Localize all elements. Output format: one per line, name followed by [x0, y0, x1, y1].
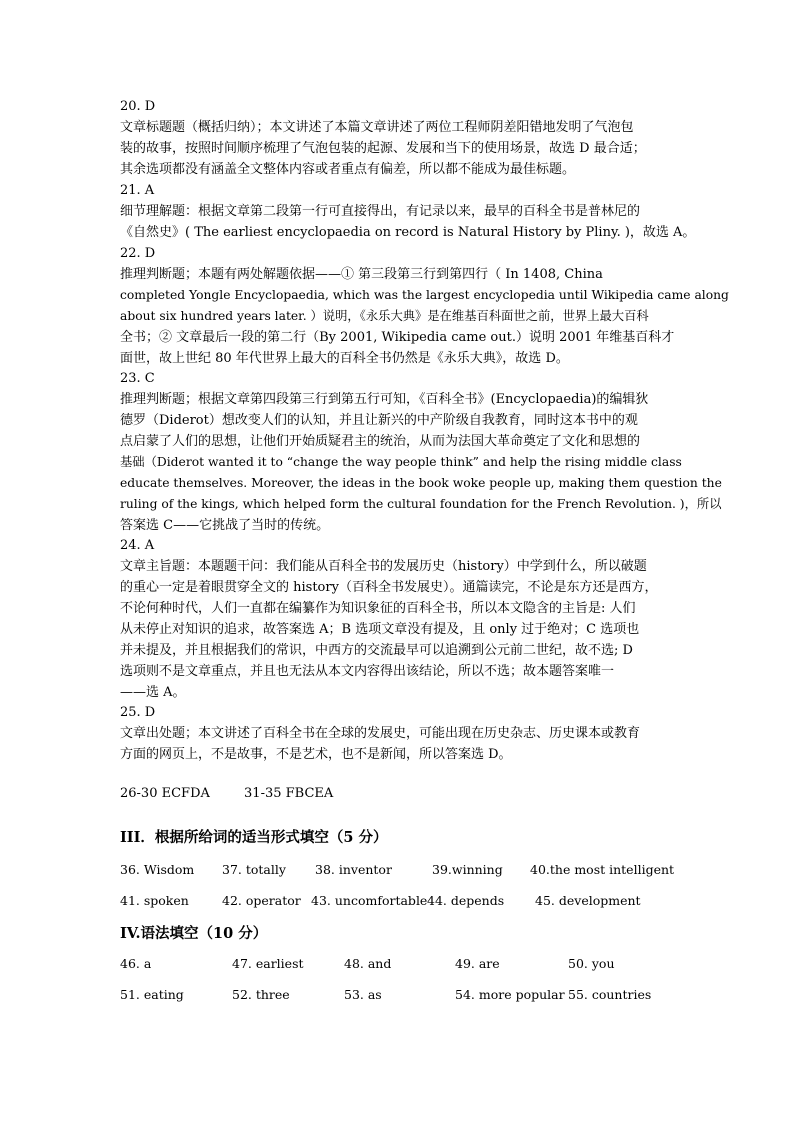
answer-cell: 47. earliest	[232, 956, 304, 971]
answer-cell: 42. operator	[222, 893, 301, 908]
answer-group: 31-35 FBCEA	[244, 786, 334, 801]
answer-cell: 54. more popular	[455, 987, 565, 1002]
answer-cell: 39.winning	[432, 862, 503, 877]
answers-26-35	[120, 786, 363, 801]
explanation-line: ——选 A。	[120, 685, 186, 700]
answer-cell: 45. development	[535, 893, 641, 908]
explanation-line: 方面的网页上，不是故事，不是艺术，也不是新闻，所以答案选 D。	[120, 747, 512, 762]
explanation-line: 的重心一定是着眼贯穿全文的 history（百科全书发展史）。通篇读完，不论是东方还是西方，	[120, 580, 658, 595]
answer-item-24	[120, 535, 680, 703]
answer-cell: 41. spoken	[120, 893, 189, 908]
answer-cell: 49. are	[455, 956, 500, 971]
section-3-title: III．根据所给词的适当形式填空（5 分）	[120, 829, 388, 846]
answer-cell: 55. countries	[568, 987, 652, 1002]
explanation-line: 推理判断题；根据文章第四段第三行到第五行可知，《百科全书》(Encyclopaedia)的编辑狄	[120, 392, 649, 407]
answer-cell: 51. eating	[120, 987, 184, 1002]
answer-cell: 43. uncomfortable	[311, 893, 428, 908]
answer-item-23	[120, 368, 722, 536]
answer-cell: 52. three	[232, 987, 290, 1002]
answer-cell: 46. a	[120, 956, 152, 971]
explanation-line: 不论何种时代，人们一直都在编纂作为知识象征的百科全书，所以本文隐含的主旨是: 人们	[120, 601, 636, 616]
explanation-line: 基础（Diderot wanted it to “change the way people think” and help the rising middle class	[120, 455, 682, 469]
explanation-line: 面世，故上世纪 80 年代世界上最大的百科全书仍然是《永乐大典》，故选 D。	[120, 351, 569, 366]
explanation-line: 其余选项都没有涵盖全文整体内容或者重点有偏差，所以都不能成为最佳标题。	[120, 162, 576, 177]
item-number: 24. A	[120, 538, 155, 553]
answer-group: 26-30 ECFDA	[120, 786, 210, 801]
answer-item-21	[120, 180, 696, 243]
answer-cell: 48. and	[344, 956, 392, 971]
explanation-line: about six hundred years later. ）说明，《永乐大典》是在维基百科面世之前，世界上最大百科	[120, 309, 649, 323]
explanation-line: 细节理解题：根据文章第二段第一行可直接得出，有记录以来，最早的百科全书是普林尼的	[120, 204, 641, 219]
section-4-title: IV.语法填空（10 分）	[120, 925, 268, 942]
explanation-line: 点启蒙了人们的思想，让他们开始质疑君主的统治，从而为法国大革命奠定了文化和思想的	[120, 434, 641, 449]
answer-cell: 36. Wisdom	[120, 862, 195, 877]
answer-cell: 44. depends	[427, 893, 505, 908]
explanation-line: 并未提及，并且根据我们的常识，中西方的交流最早可以追溯到公元前二世纪，故不选; D	[120, 643, 633, 658]
explanation-line: 装的故事，按照时间顺序梳理了气泡包装的起源、发展和当下的使用场景，故选 D 最合适；	[120, 141, 646, 156]
explanation-line: 从未停止对知识的追求，故答案选 A；B 选项文章没有提及，且 only 过于绝对；C 选项也	[120, 622, 640, 637]
answer-cell: 40.the most intelligent	[530, 862, 675, 877]
answer-cell: 50. you	[568, 956, 615, 971]
explanation-line: 文章主旨题：本题题干问：我们能从百科全书的发展历史（history）中学到什么，所以破题	[120, 559, 647, 574]
explanation-line: ruling of the kings, which helped form the cultural foundation for the French Revolution. )，所以	[120, 497, 722, 511]
explanation-line: completed Yongle Encyclopaedia, which was the largest encyclopedia until Wikipedia came along	[120, 288, 729, 302]
explanation-line: 文章出处题；本文讲述了百科全书在全球的发展史，可能出现在历史杂志、历史课本或教育	[120, 726, 641, 741]
answer-cell: 53. as	[344, 987, 382, 1002]
item-number: 21. A	[120, 183, 155, 198]
answer-item-25	[120, 702, 680, 765]
item-number: 22. D	[120, 246, 156, 261]
explanation-line: 全书；② 文章最后一段的第二行（By 2001, Wikipedia came out.）说明 2001 年维基百科才	[120, 330, 675, 345]
item-number: 23. C	[120, 371, 155, 386]
explanation-line: 德罗（Diderot）想改变人们的认知，并且让新兴的中产阶级自我教育，同时这本书中的观	[120, 413, 638, 428]
explanation-line: 选项则不是文章重点，并且也无法从本文内容得出该结论，所以不选；故本题答案唯一	[120, 664, 615, 679]
answer-cell: 37. totally	[222, 862, 286, 877]
answer-cell: 38. inventor	[315, 862, 392, 877]
explanation-line: 文章标题题（概括归纳）；本文讲述了本篇文章讲述了两位工程师阴差阳错地发明了气泡包	[120, 120, 634, 135]
item-number: 20. D	[120, 99, 156, 114]
explanation-line: 《自然史》( The earliest encyclopaedia on record is Natural History by Pliny. )，故选 A。	[120, 225, 696, 240]
answer-item-22	[120, 243, 729, 369]
item-number: 25. D	[120, 705, 156, 720]
explanation-line: 推理判断题；本题有两处解题依据——① 第三段第三行到第四行（ In 1408, China	[120, 267, 603, 282]
explanation-line: educate themselves. Moreover, the ideas in the book woke people up, making them question the	[120, 476, 722, 490]
explanation-line: 答案选 C——它挑战了当时的传统。	[120, 518, 330, 533]
answer-item-20	[120, 96, 680, 180]
